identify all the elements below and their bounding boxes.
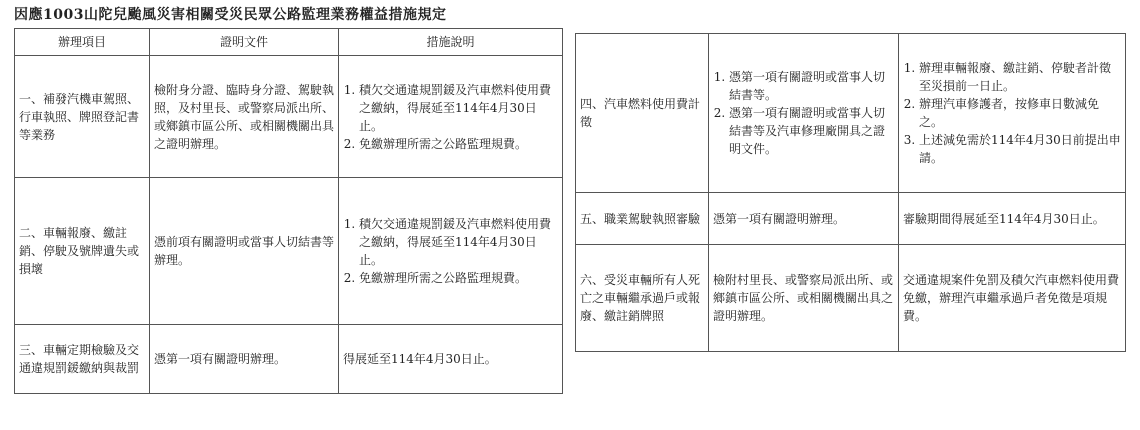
- row4-doc-1: 1. 憑第一項有關證明或當事人切結書等。: [729, 68, 894, 104]
- row4-measure-1: 1. 辦理車輛報廢、繳註銷、停駛者計徵至災損前一日止。: [919, 59, 1121, 95]
- row6-doc: 檢附村里長、或警察局派出所、或鄉鎮市區公所、或相關機關出具之證明辦理。: [709, 245, 899, 352]
- measures-table-right: [575, 33, 1126, 352]
- header-doc: 證明文件: [150, 29, 339, 56]
- table-row: [576, 193, 1126, 245]
- header-item: 辦理項目: [15, 29, 150, 56]
- table-row: [15, 56, 563, 178]
- row2-measure-2: 2. 免繳辦理所需之公路監理規費。: [359, 269, 558, 287]
- table-row: [576, 34, 1126, 193]
- row3-item: 三、車輛定期檢驗及交通違規罰鍰繳納與裁罰: [15, 325, 150, 394]
- row1-measure-1: 1. 積欠交通違規罰鍰及汽車燃料使用費之繳納，得展延至114年4月30日止。: [359, 81, 558, 135]
- row1-measure: [339, 56, 563, 178]
- row4-measure-2: 2. 辦理汽車修護者，按修車日數減免之。: [919, 95, 1121, 131]
- row6-item: 六、受災車輛所有人死亡之車輛繼承過戶或報廢、繳註銷牌照: [576, 245, 709, 352]
- row3-doc: 憑第一項有關證明辦理。: [150, 325, 339, 394]
- row4-measure-3: 3. 上述減免需於114年4月30日前提出申請。: [919, 131, 1121, 167]
- row4-doc-2: 2. 憑第一項有關證明或當事人切結書等及汽車修理廠開具之證明文件。: [729, 104, 894, 158]
- row5-item: 五、職業駕駛執照審驗: [576, 193, 709, 245]
- row6-measure: 交通違規案件免罰及積欠汽車燃料使用費免繳，辦理汽車繼承過戶者免徵是項規費。: [899, 245, 1126, 352]
- page-title: 因應1003山陀兒颱風災害相關受災民眾公路監理業務權益措施規定: [14, 7, 447, 23]
- row4-measure: [899, 34, 1126, 193]
- row1-doc: 檢附身分證、臨時身分證、駕駛執照，及村里長、或警察局派出所、或鄉鎮市區公所、或相關機關出具之證明辦理。: [150, 56, 339, 178]
- row4-item: 四、汽車燃料使用費計徵: [576, 34, 709, 193]
- header-measure: 措施說明: [339, 29, 563, 56]
- table-row: [576, 245, 1126, 352]
- row2-item: 二、車輛報廢、繳註銷、停駛及號牌遺失或損壞: [15, 178, 150, 325]
- row2-doc: 憑前項有關證明或當事人切結書等辦理。: [150, 178, 339, 325]
- measures-table-left: [14, 28, 563, 394]
- table-row: [15, 325, 563, 394]
- row5-doc: 憑第一項有關證明辦理。: [709, 193, 899, 245]
- row4-doc: [709, 34, 899, 193]
- table-row: [15, 178, 563, 325]
- row1-measure-2: 2. 免繳辦理所需之公路監理規費。: [359, 135, 558, 153]
- row2-measure-1: 1. 積欠交通違規罰鍰及汽車燃料使用費之繳納，得展延至114年4月30日止。: [359, 215, 558, 269]
- row2-measure: [339, 178, 563, 325]
- row5-measure: 審驗期間得展延至114年4月30日止。: [899, 193, 1126, 245]
- table-header-row: [15, 29, 563, 56]
- row1-item: 一、補發汽機車駕照、行車執照、牌照登記書等業務: [15, 56, 150, 178]
- row3-measure: 得展延至114年4月30日止。: [339, 325, 563, 394]
